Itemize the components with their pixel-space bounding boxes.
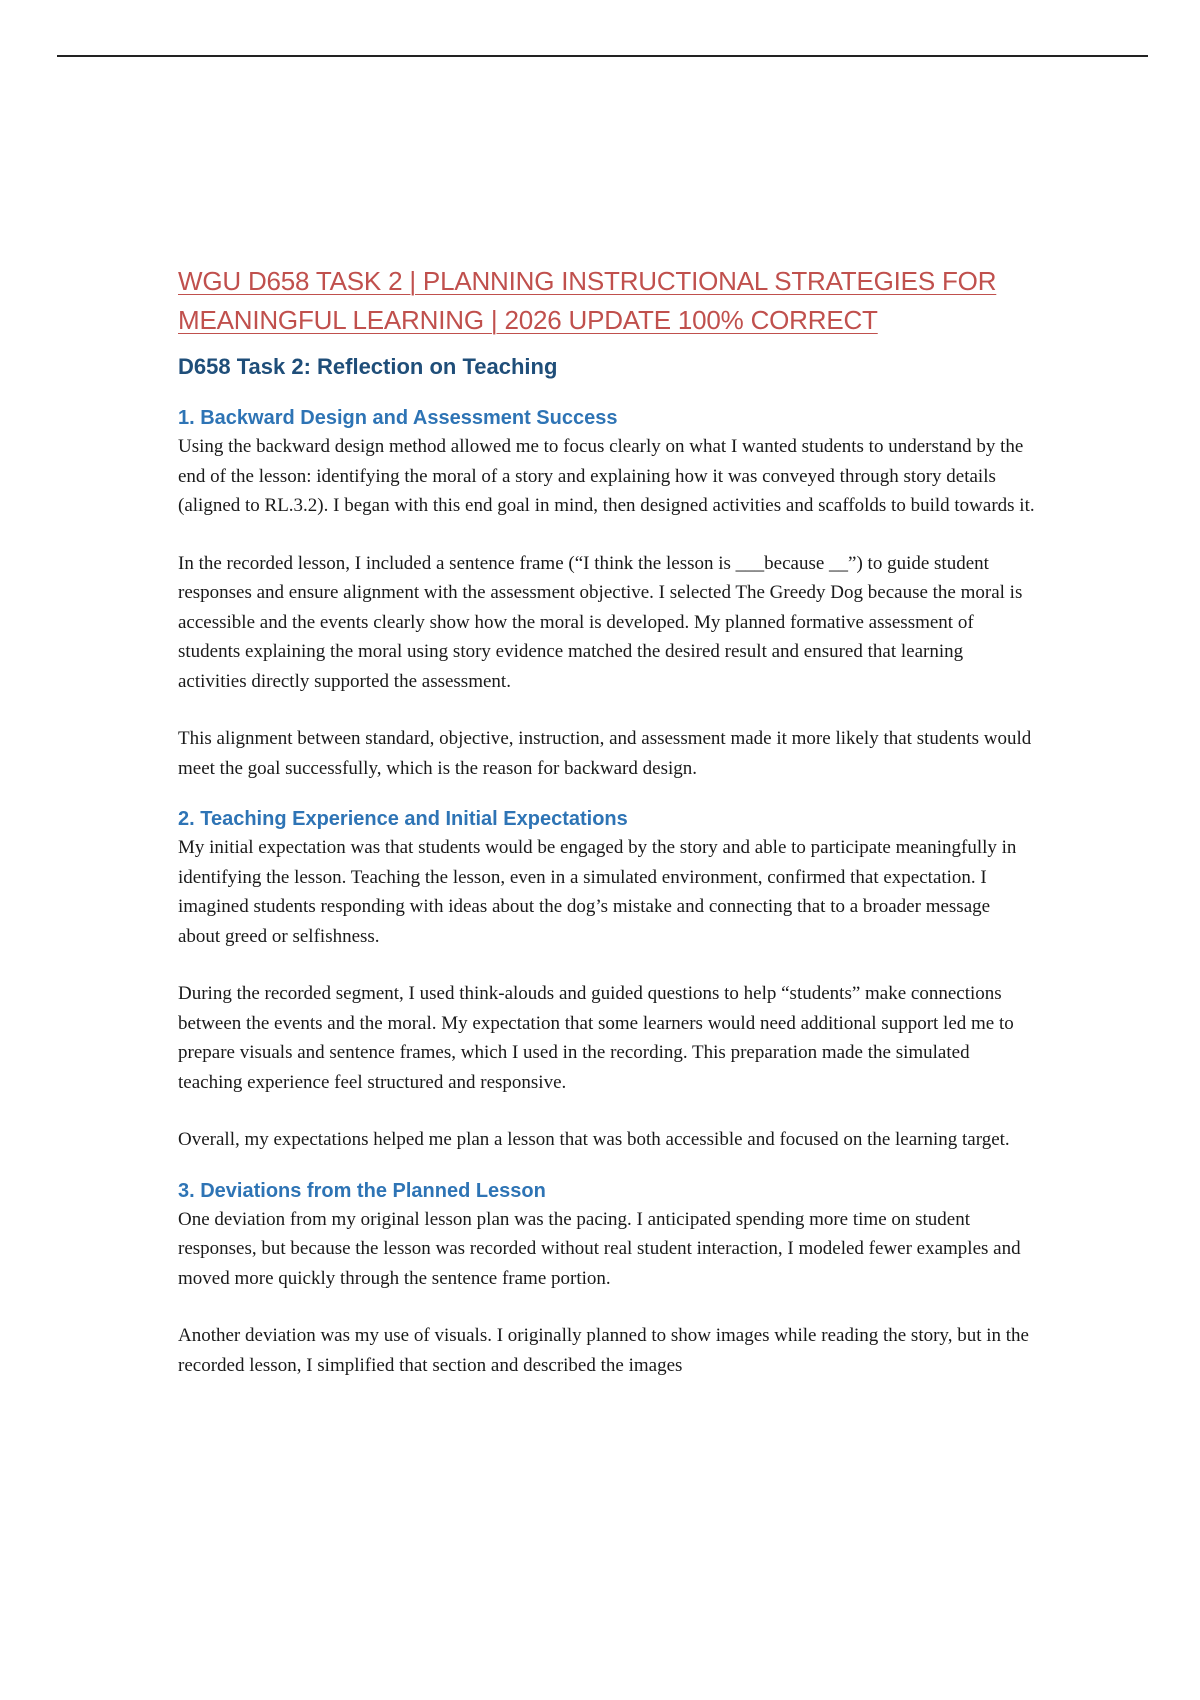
section-heading: 3. Deviations from the Planned Lesson (178, 1179, 546, 1202)
section-heading: 2. Teaching Experience and Initial Expectations (178, 808, 628, 830)
document-heading: D658 Task 2: Reflection on Teaching (178, 354, 558, 379)
paragraph: In the recorded lesson, I included a sentence frame (“I think the lesson is ___because __”) to guide student responses and ensure alignment with the assessment objective. I selected The Greedy Dog because the moral is accessible and the events clearly show how the moral is developed. My planned formative assessment of students explaining the moral using story evidence matched the desired result and ensured that learning activities directly supported the assessment. (178, 552, 1023, 692)
paragraph: One deviation from my original lesson plan was the pacing. I anticipated spending more time on student responses, but because the lesson was recorded without real student interaction, I modeled fewer examples and moved more quickly through the sentence frame portion. (178, 1208, 1021, 1289)
document-body (178, 262, 1036, 1380)
paragraph: Another deviation was my use of visuals. I originally planned to show images while reading the story, but in the recorded lesson, I simplified that section and described the images (178, 1325, 1029, 1376)
paragraph: Overall, my expectations helped me plan a lesson that was both accessible and focused on the learning target. (178, 1129, 1010, 1150)
paragraph: During the recorded segment, I used think-alouds and guided questions to help “students” make connections between the events and the moral. My expectation that some learners would need additional support led me to prepare visuals and sentence frames, which I used in the recording. This preparation made the simulated teaching experience feel structured and responsive. (178, 983, 1014, 1093)
paragraph: My initial expectation was that students would be engaged by the story and able to participate meaningfully in identifying the lesson. Teaching the lesson, even in a simulated environment, confirmed that expectation. I imagined students responding with ideas about the dog’s mistake and connecting that to a broader message about greed or selfishness. (178, 837, 1017, 947)
section-teaching-experience (178, 805, 1036, 1155)
section-deviations (178, 1177, 1036, 1381)
top-rule (57, 55, 1148, 57)
paragraph: This alignment between standard, objective, instruction, and assessment made it more likely that students would meet the goal successfully, which is the reason for backward design. (178, 728, 1032, 779)
section-heading: 1. Backward Design and Assessment Success (178, 407, 618, 429)
paragraph: Using the backward design method allowed me to focus clearly on what I wanted students to understand by the end of the lesson: identifying the moral of a story and explaining how it was conveyed through story details (aligned to RL.3.2). I began with this end goal in mind, then designed activities and scaffolds to build towards it. (178, 436, 1035, 516)
document-title: WGU D658 TASK 2 | PLANNING INSTRUCTIONAL STRATEGIES FOR MEANINGFUL LEARNING | 2026 UPDATE 100% CORRECT (178, 266, 997, 335)
section-backward-design (178, 404, 1036, 783)
